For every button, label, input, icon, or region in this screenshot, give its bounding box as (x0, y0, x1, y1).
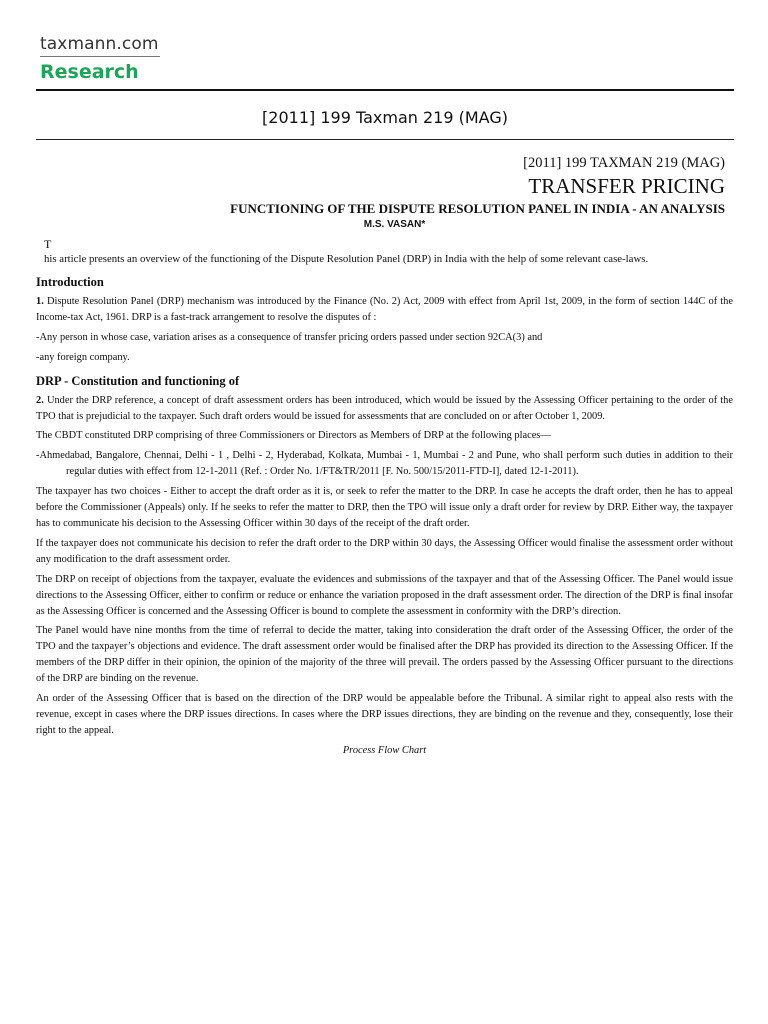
paragraph-choices: The taxpayer has two choices - Either to accept the draft order as it is, or seek to refer the matter to the DRP. In case he accepts the draft order, then he has to appeal before the Commissioner (Appeals) only. If he seeks to refer the matter to DRP, then the TPO will issue only a draft order for review by DRP. Either way, the taxpayer has to communicate his decision to the Assessing Officer within 30 days of the receipt of the draft order. (36, 486, 733, 529)
logo-site-name: taxmann.com (40, 34, 159, 54)
bullet-item: -Any person in whose case, variation arises as a consequence of transfer pricing orders passed under section 92CA(3) and (36, 331, 543, 343)
header-rule-bottom (36, 139, 734, 140)
article-body (36, 154, 733, 759)
bullet-item: -any foreign company. (36, 351, 130, 363)
figure-caption: Process Flow Chart (342, 744, 427, 756)
paragraph-number: 1. (36, 296, 44, 307)
paragraph-text: Dispute Resolution Panel (DRP) mechanism was introduced by the Finance (No. 2) Act, 2009 with effect from April 1st, 2009, in the form of section 144C of the Income-tax Act, 1961. DRP is a fast-track arrangement to resolve the disputes of : (36, 296, 733, 323)
header-rule-top (36, 89, 734, 91)
logo-divider (40, 56, 160, 57)
article-abstract: his article presents an overview of the functioning of the Dispute Resolution Panel (DRP) in India with the help of some relevant case-laws. (44, 253, 649, 265)
paragraph-appeal: An order of the Assessing Officer that is based on the direction of the DRP would be appealable before the Tribunal. A similar right to appeal also rests with the revenue, except in cases where the DRP issues directions. In cases where the DRP issues directions, they are binding on the revenue and they, consequently, lose their right to the appeal. (36, 693, 733, 736)
logo-research-label: Research (40, 61, 139, 83)
header-citation: [2011] 199 Taxman 219 (MAG) (262, 108, 508, 127)
paragraph-cbdt: The CBDT constituted DRP comprising of three Commissioners or Directors as Members of DRP at the following places— (36, 430, 551, 442)
paragraph-number: 2. (36, 394, 44, 406)
heading-drp-constitution: DRP - Constitution and functioning of (36, 373, 240, 388)
article-category: TRANSFER PRICING (528, 174, 725, 198)
article-title: FUNCTIONING OF THE DISPUTE RESOLUTION PANEL IN INDIA - AN ANALYSIS (230, 201, 725, 216)
paragraph-1 (36, 294, 733, 326)
paragraph-no-communication: If the taxpayer does not communicate his decision to refer the draft order to the DRP within 30 days, the Assessing Officer would finalise the assessment order without any modification to the draft assessment order. (36, 537, 733, 565)
article-author: M.S. VASAN* (363, 219, 426, 230)
article-citation: [2011] 199 TAXMAN 219 (MAG) (523, 155, 725, 171)
heading-introduction: Introduction (36, 275, 104, 289)
paragraph-2 (36, 393, 733, 425)
paragraph-places: -Ahmedabad, Bangalore, Chennai, Delhi - 1 , Delhi - 2, Hyderabad, Kolkata, Mumbai - 1, Mumbai - 2 and Pune, who shall perform such duties in addition to their regular duties with effect from 12-1-2011 (Ref. : Order No. 1/FT&TR/2011 [F. No. 500/15/2011-FTD-I], dated 12-1-2011). (36, 450, 733, 478)
paragraph-objections: The DRP on receipt of objections from the taxpayer, evaluate the evidences and submissions of the taxpayer and that of the Assessing Officer. The Panel would issue directions to the Assessing Officer, either to confirm or reduce or enhance the variation proposed in the draft assessment order. The direction of the DRP is final insofar as the Assessing Officer is concerned and the Assessing Officer is bound to complete the assessment in conformity with the DRP’s direction. (36, 573, 733, 617)
drop-letter: T (44, 237, 52, 251)
taxmann-logo[interactable] (40, 34, 164, 84)
paragraph-nine-months: The Panel would have nine months from the time of referral to decide the matter, taking into consideration the draft order of the Assessing Officer, the order of the TPO and the taxpayer’s objections and evidence. The draft assessment order would be finalised after the DRP has provided its direction to the Assessing Officer. If the members of the DRP differ in their opinion, the opinion of the majority of the three will prevail. The orders passed by the Assessing Officer pursuant to the directions of the DRP are binding on the revenue. (36, 625, 733, 685)
paragraph-text: Under the DRP reference, a concept of draft assessment orders has been introduced, which would be issued by the Assessing Officer pertaining to the order of the TPO that is prejudicial to the taxpayer. Such draft orders would be issued for assessments that are concluded on or after October 1, 2009. (36, 394, 733, 422)
